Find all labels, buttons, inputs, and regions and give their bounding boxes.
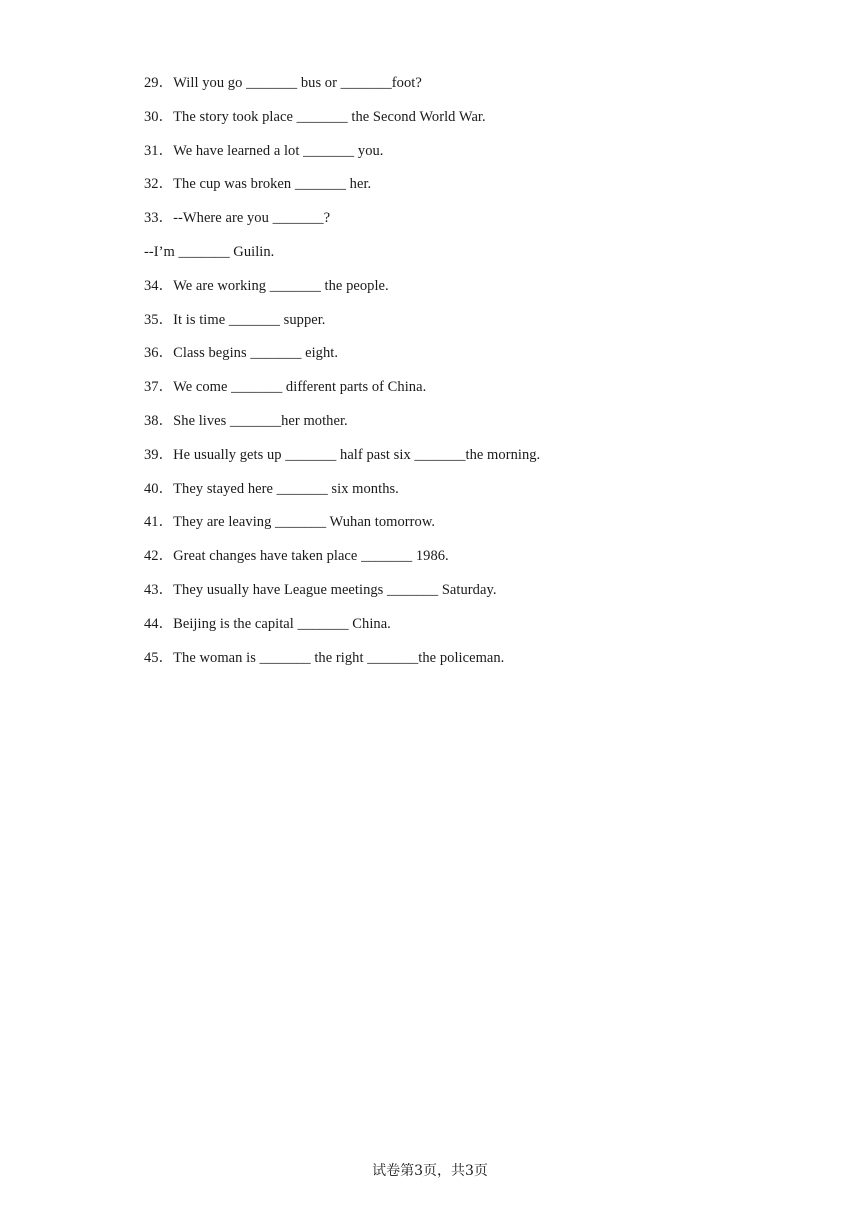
- page-footer: 试卷第3页，共3页: [372, 1163, 488, 1179]
- question-35: 35．It is time _______ supper.: [144, 311, 326, 328]
- question-33-reply: --I’m _______ Guilin.: [144, 243, 275, 260]
- question-39: 39．He usually gets up _______ half past six _______the morning.: [144, 446, 541, 463]
- question-34: 34．We are working _______ the people.: [144, 277, 389, 294]
- question-30: 30．The story took place _______ the Second World War.: [144, 108, 486, 125]
- question-40: 40．They stayed here _______ six months.: [144, 480, 399, 497]
- question-43: 43．They usually have League meetings _______ Saturday.: [144, 581, 497, 598]
- question-38: 38．She lives _______her mother.: [144, 412, 348, 429]
- question-41: 41．They are leaving _______ Wuhan tomorrow.: [144, 514, 436, 531]
- question-37: 37．We come _______ different parts of China.: [144, 379, 427, 396]
- question-32: 32．The cup was broken _______ her.: [144, 176, 372, 193]
- question-29: 29．Will you go _______ bus or _______foot?: [144, 75, 422, 91]
- question-list: [144, 73, 784, 681]
- question-36: 36．Class begins _______ eight.: [144, 345, 339, 362]
- question-42: 42．Great changes have taken place _______ 1986.: [144, 548, 449, 565]
- question-45: 45．The woman is _______ the right _______the policeman.: [144, 649, 505, 666]
- question-44: 44．Beijing is the capital _______ China.: [144, 615, 391, 632]
- question-31: 31．We have learned a lot _______ you.: [144, 142, 384, 159]
- question-33: 33．--Where are you _______?: [144, 210, 331, 227]
